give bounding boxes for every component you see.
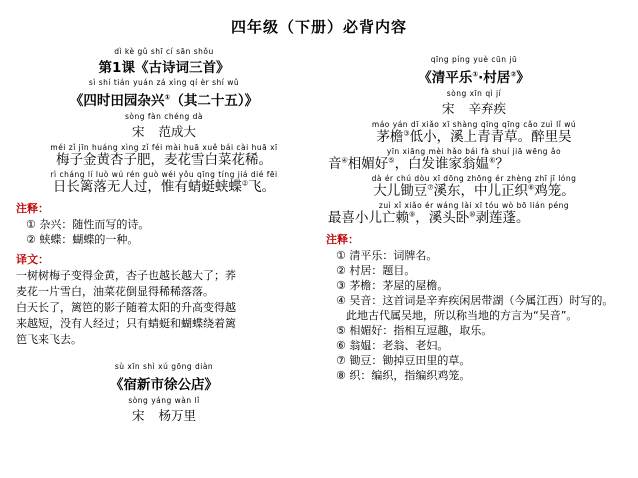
poem2-author	[16, 406, 312, 424]
poem1-title: 《四时田园杂兴①（其二十五）》	[69, 93, 259, 109]
right-poem1-notes-label: 注释：	[326, 233, 359, 246]
right-poem1-line1: 茅檐③低小，溪上青青草。醉里吴	[376, 129, 572, 145]
poem1-note-item: ① 杂兴：随性而写的诗。	[26, 218, 150, 231]
document-page	[0, 16, 638, 478]
right-poem1-note-item: ① 清平乐：词牌名。	[336, 249, 438, 262]
poem2-dynasty: 宋	[131, 408, 145, 423]
poem1-translation-line: 一树树梅子变得金黄，杏子也越长越大了；荞	[16, 269, 236, 282]
right-poem1-note-item: ③ 茅檐：茅屋的屋檐。	[336, 279, 449, 292]
right-poem1-note-item: ⑤ 相媚好：指相互逗趣，取乐。	[336, 324, 493, 337]
right-column	[322, 47, 628, 383]
poem1-note-item: ② 蛱蝶：蝴蝶的一种。	[26, 233, 139, 246]
right-poem1-line2-pinyin: yīn xiāng mèi hǎo bái fà shuí jiā wēng ǎo	[386, 147, 562, 156]
poem1-author-name: 范成大	[158, 124, 197, 139]
poem2-author-name: 杨万里	[158, 408, 197, 423]
poem1-translation-line: 白天长了，篱笆的影子随着太阳的升高变得越	[16, 301, 236, 314]
poem1-dynasty: 宋	[131, 124, 145, 139]
poem1-translation-label: 译文：	[16, 253, 49, 266]
right-poem1-body	[326, 120, 622, 227]
two-column-layout	[10, 47, 628, 427]
right-poem1-line3: 大儿锄豆⑦溪东，中儿正织⑧鸡笼。	[373, 183, 575, 199]
right-poem1-line1-pinyin: máo yán dī xiǎo xī shàng qīng qīng cǎo zuì lǐ wú	[371, 120, 577, 129]
poem1-translation-line: 笆飞来飞去。	[16, 333, 82, 346]
poem1-title-pinyin: sì shí tián yuán zá xìng qí èr shí wǔ	[88, 78, 240, 87]
poem1-author-pinyin: sòng fàn chéng dà	[124, 112, 203, 121]
right-poem1-author	[326, 99, 622, 117]
poem2-author-pinyin: sòng yáng wàn lǐ	[128, 396, 200, 405]
poem1-author	[16, 122, 312, 140]
poem2-title-pinyin: sù xīn shì xú gōng diàn	[114, 362, 214, 371]
poem1-line2: 日长篱落无人过，惟有蜻蜓蛱蝶②飞。	[52, 179, 276, 195]
right-poem1-note-item: ⑦ 锄豆：锄掉豆田里的草。	[336, 354, 471, 367]
right-poem1-note-item: ⑧ 织：编织，指编织鸡笼。	[336, 369, 471, 382]
right-poem1-note-item: ② 村居：题目。	[336, 264, 416, 277]
right-poem1-note-item: ⑥ 翁媪：老翁、老妇。	[336, 339, 449, 352]
poem2-title: 《宿新市徐公店》	[110, 377, 218, 393]
page-title: 四年级（下册）必背内容	[230, 18, 407, 36]
poem1-body	[16, 143, 312, 196]
right-poem1-line4-pinyin: zuì xǐ xiǎo ér wáng lài xī tóu wò bō lián péng	[378, 201, 570, 210]
right-poem1-dynasty: 宋	[441, 101, 455, 116]
right-poem1-author-pinyin: sòng xīn qì jí	[446, 89, 502, 98]
right-poem1-title-pinyin: qīng píng yuè cūn jū	[430, 55, 518, 64]
poem1-line2-pinyin: rì cháng lí luò wú rén guò wéi yǒu qīng tíng jiá dié fēi	[50, 170, 278, 179]
poem1-line1: 梅子金黄杏子肥，麦花雪白菜花稀。	[56, 152, 272, 168]
right-poem1-title: 《清平乐①·村居②》	[418, 70, 530, 86]
poem1-translation-line: 麦花一片雪白，油菜花倒显得稀稀落落。	[16, 285, 214, 298]
poem1-notes-label: 注释：	[16, 202, 49, 215]
poem1-line1-pinyin: méi zǐ jīn huáng xìng zǐ féi mài huā xuě bái cài huā xī	[50, 143, 278, 152]
poem1-translation-line: 来越短，没有人经过；只有蜻蜓和蝴蝶绕着篱	[16, 317, 236, 330]
right-poem1-line2: 音④相媚好⑤，白发谁家翁媪⑥？	[328, 156, 509, 172]
right-poem1-line3-pinyin: dà ér chú dòu xī dōng zhōng ér zhèng zhī jī lóng	[371, 174, 577, 183]
right-poem1-line4: 最喜小儿亡赖⑨，溪头卧⑩剥莲蓬。	[328, 210, 530, 226]
right-poem1-author-name: 辛弃疾	[468, 101, 507, 116]
lesson-heading-pinyin: dì kè gǔ shī cí sān shǒu	[114, 47, 214, 56]
left-column	[10, 47, 316, 427]
lesson-heading: 第1课《古诗词三首》	[98, 60, 230, 76]
right-poem1-note-item: ④ 吴音：这首词是辛弃疾闲居带湖（今属江西）时写的。此地古代属吴地，所以称当地的方言为“吴音”。	[336, 294, 614, 322]
